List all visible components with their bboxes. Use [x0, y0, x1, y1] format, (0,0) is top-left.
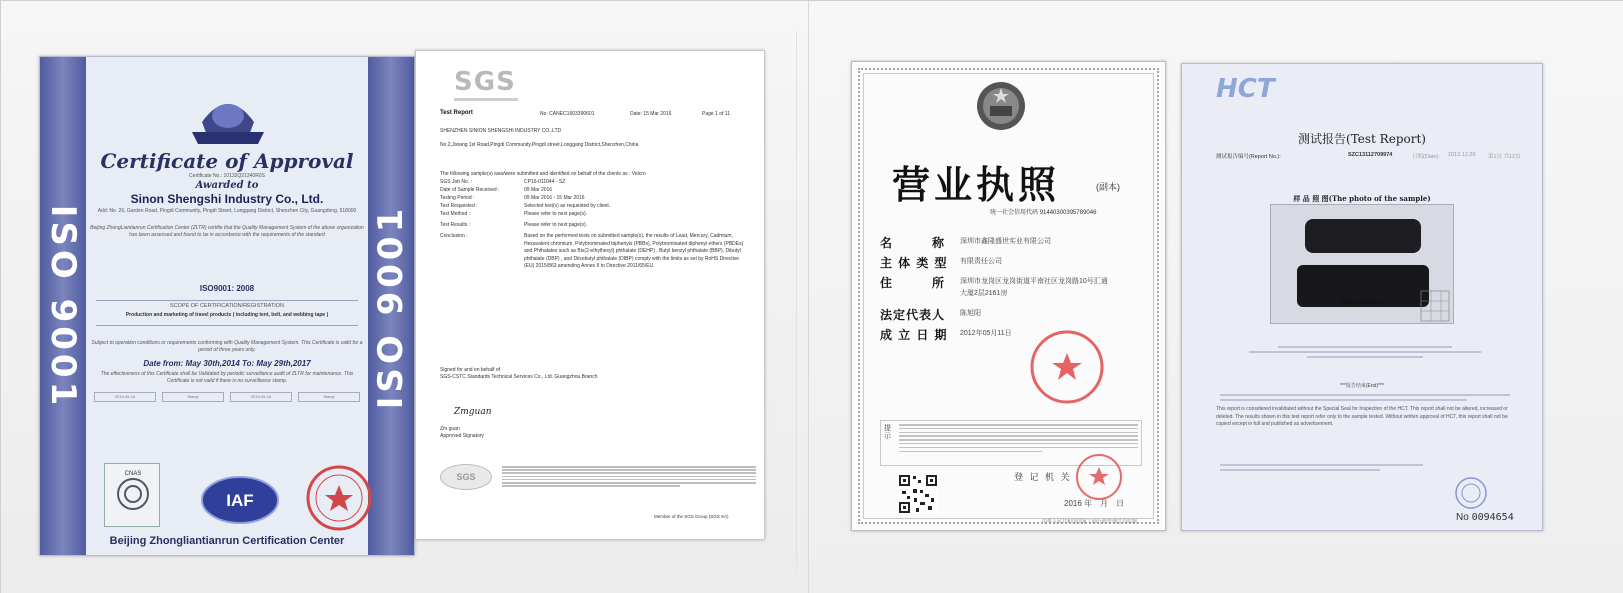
credit-code-label: 统一社会信用代码 [990, 210, 1039, 216]
issue-date: 2016 年 月 日 [1064, 499, 1125, 508]
client-company: SHENZHEN SINION SHENGSHI INDUSTRY CO.,LTD [440, 128, 562, 134]
page-label: 第1页 共12页 [1488, 154, 1521, 160]
iaf-label: IAF [226, 491, 254, 510]
velcro-sample-icon [1271, 205, 1455, 325]
qr-code-icon[interactable] [898, 474, 938, 514]
hct-logo: HCT [1216, 74, 1275, 104]
hct-test-report[interactable] [1181, 63, 1543, 531]
business-license[interactable]: 营业执照 (副本) 统一社会信用代码 91440300395789046 名 称 深圳市鑫隆盛世实业有限公司 主 体 类 型 有限责任公司 住 所 深圳市龙岗区龙岗街道平南社区龙岗路10号汇通大厦2层2161房 法定代表人 陈旭阳 成 立 日 期 2012年05月11日 提示 登 记 机 关 2016 年 月 日 中华人民共和国国家工商行政管理总局监制 [851, 61, 1166, 531]
client-address: No.2,Jixiang 1st Road,Pingdi Community,Pingdi street,Longgang District,Shenzhen,China [440, 142, 639, 148]
license-supervisor: 中华人民共和国国家工商行政管理总局监制 [1042, 519, 1138, 525]
license-copy-label: (副本) [1096, 182, 1120, 192]
scope-title: SCOPE OF CERTIFICATION/REGISTRATION [170, 303, 284, 309]
scope: Production and marketing of travel products ( including tent, belt, and webbing tape ) [125, 312, 329, 318]
sample-code: QT1311270974 [1341, 300, 1383, 306]
credit-code-value: 91440300395789046 [1039, 210, 1097, 216]
sgs-test-report[interactable]: SGS Test Report No. CANEC1603390601 Date: 15 Mar 2016 Page 1 of 11 SHENZHEN SINION SHENGSHI INDUSTRY CO.,LTD No.2,Jixiang 1st Road,Pingdi Community,Pingdi street,Longgang District,Shenzhen,China The following sample(s) was/were submitted and identified on behalf of the clients as : Velcro SGS Job No. : CP16-011044 - SZ Date of Sample Received : 09 Mar 2016 Testing Period : 09 Mar 2016 - 15 Mar 2016 Test Requested : Selected test(s) as requested by client. Test Method : Please refer to next page(s). Test Results : Please refer to next page(s). Conclusion : Based on the performed tests on submitted sample(s), the results of Lead, Mercury, Cadmium, Hexavalent chromium, Polybrominated biphenyls (PBBs), Polybrominated diphenyl ethers (PBDEs) and Phthalates such as Bis(2-ethylhexyl) phthalate (DEHP) , Butyl benzyl phthalate (BBP), Dibutyl phthalate (DBP) , and Diisobutyl phthalate (DIBP) comply with the limits as set by RoHS Directive (EU) 2015/863 amending Annex II to Directive 2011/65/EU. Signed for and on behalf of SGS-CSTC Standards Technical Services Co., Ltd. Guangzhou Branch Zmguan Zm guan Approved Signatory SGS Member of the SGS Group (SGS SA) [415, 50, 765, 540]
hct-report-title: 测试报告(Test Report) [1298, 132, 1426, 146]
company-red-stamp-icon [1027, 327, 1107, 407]
awarded-to: Awarded to [195, 180, 259, 191]
signature: Zmguan [454, 407, 492, 417]
red-seal-icon [304, 463, 374, 533]
report-number-label: 测试报告编号(Report No.): [1216, 154, 1281, 160]
certification-emblem-icon [182, 92, 274, 146]
surveillance-box: Stamp [298, 392, 360, 402]
date-value: 2013.12.25 [1448, 152, 1476, 158]
authority-red-stamp-icon [1074, 452, 1124, 502]
iso-body [86, 57, 368, 555]
hct-chinese-lines [1220, 394, 1510, 404]
serial-value: 0094654 [1471, 512, 1514, 523]
fine-print [502, 466, 756, 488]
certification-center: Beijing Zhongliantianrun Certification Center [109, 535, 345, 547]
subject-text: Subject to operation conditions or requirements conforming with Quality Management System. This Certificate is valid for a period of three years only. [91, 340, 363, 353]
notice-label: 提示 [884, 425, 891, 441]
date-label: 日期(Date): [1412, 154, 1440, 160]
sgs-member: Member of the SGS Group (SGS SA) [654, 514, 729, 519]
accreditation-logos [96, 457, 358, 527]
sample-photo-label: 样 品 照 图(The photo of the sample) [1293, 194, 1431, 203]
national-emblem-icon [974, 78, 1028, 132]
certificate-title: Certificate of Approval [100, 149, 354, 173]
report-number: No. CANEC1603390601 [540, 111, 595, 117]
hct-text-lines [1220, 346, 1510, 361]
sgs-footer-logo: SGS [440, 464, 492, 490]
validity-dates: Date from: May 30th,2014 To: May 29th,2017 [143, 359, 311, 368]
page-number: Page 1 of 11 [702, 111, 730, 117]
cnas-mark-icon [105, 464, 161, 528]
registration-authority: 登 记 机 关 [1014, 472, 1072, 482]
company-address: Add: No. 26, Garden Road, Pingdi Community, Pingdi Street, Longgang District, Shenzhen City, Guangdong, 518000 [97, 208, 357, 214]
divider [796, 31, 797, 571]
iso-certificate[interactable] [39, 56, 415, 556]
certificate-number: Certificate No.: 10132Q21340R0S [189, 173, 265, 179]
iaf-logo [200, 475, 280, 525]
surveillance-box: 2015-05-18 [94, 392, 156, 402]
report-end-label: ***报告结束(End)*** [1340, 383, 1384, 389]
validity-text: The effectiveness of this Certificate shall be Validated by periodic surveillance audit of ZLTR for maintenance. This Certificate is not valid if there is no surveillance stamp. [100, 371, 354, 384]
sample-intro: The following sample(s) was/were submitted and identified on behalf of the clients as : Velcro [440, 171, 646, 177]
rule [96, 325, 358, 326]
signer-title: Approved Signatory [440, 433, 484, 439]
hct-footer-lines [1220, 464, 1510, 474]
certification-intro: Beijing ZhongLiantianrun Certification Center (ZLTR) certifie that the Quality Management System of the above organization has been assessed and found to be in accordance with the requirements of the standard [90, 225, 364, 238]
signed-line-1: Signed for and on behalf of [440, 367, 501, 373]
rule [96, 300, 358, 301]
sgs-logo-bar [454, 98, 518, 101]
credit-code [990, 207, 1096, 216]
report-title: Test Report [440, 110, 473, 116]
signed-line-2: SGS-CSTC Standards Technical Services Co., Ltd. Guangzhou Branch [440, 374, 598, 380]
surveillance-box: Stamp [162, 392, 224, 402]
standard: ISO9001: 2008 [199, 284, 255, 293]
signer-name: Zm guan [440, 426, 460, 432]
report-number-value: SZC13112709974 [1348, 152, 1393, 158]
cnas-label: CNAS [124, 471, 142, 477]
iso-band-right: ISO 9001 [368, 57, 414, 556]
surveillance-boxes [94, 392, 360, 402]
sgs-logo: SGS [454, 67, 516, 97]
license-title: 营业执照 [892, 162, 1061, 207]
cnas-logo [104, 463, 160, 527]
iso-band-left: ISO 9001 [40, 57, 86, 556]
serial-prefix: No [1456, 512, 1469, 523]
serial-number [1456, 512, 1514, 523]
surveillance-box: 2016-05-18 [230, 392, 292, 402]
report-header [440, 110, 750, 120]
hct-statement: This report is considered invalidated without the Special Seal for Inspection of the HCT. This report shall not be altered, increased or deleted. The results shown in this test report refer only to the sample tested. Without written approval of HCT, this report shall not be copied except in full and published as advertisement. [1216, 406, 1508, 427]
company-name: Sinon Shengshi Industry Co., Ltd. [130, 192, 324, 206]
report-date: Date: 15 Mar 2016 [630, 111, 672, 117]
hct-seal-icon [1454, 476, 1488, 510]
sample-photo[interactable] [1270, 204, 1454, 324]
